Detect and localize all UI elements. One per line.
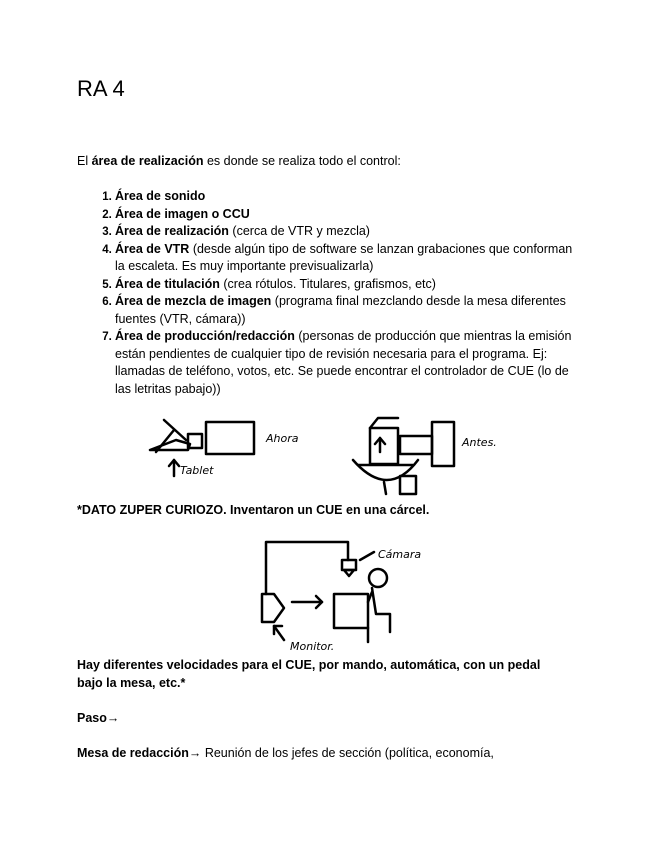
list-item-title: Área de sonido — [115, 189, 206, 203]
list-item-title: Área de producción/redacción — [115, 329, 295, 343]
list-item-text: (desde algún tipo de software se lanzan grabaciones que conforman la escaleta. Es muy importante previsualizarla) — [115, 241, 573, 273]
list-item — [115, 223, 585, 241]
sketch-prison-cue — [222, 532, 442, 654]
list-item-text: (cerca de VTR y mezcla) — [228, 224, 370, 238]
list-item — [115, 188, 585, 206]
list-item-title: Área de imagen o CCU — [115, 206, 250, 221]
list-item-title: Área de realización — [115, 224, 229, 238]
velocities-paragraph: Hay diferentes velocidades para el CUE, por mando, automática, con un pedal bajo la mesa, etc.* — [77, 658, 541, 690]
intro-bold: área de realización — [91, 154, 204, 168]
areas-list — [77, 188, 585, 398]
curious-fact: *DATO ZUPER CURIOZO. Inventaron un CUE en una cárcel. — [77, 503, 430, 517]
list-item-text: (crea rótulos. Titulares, grafismos, etc) — [219, 276, 436, 291]
list-item — [115, 293, 585, 328]
list-item-text: (programa final mezclando desde la mesa diferentes fuentes (VTR, cámara)) — [115, 294, 566, 326]
sketch-label-tablet: Tablet — [180, 464, 214, 477]
sketch-label-ahora: Ahora — [266, 432, 299, 445]
list-item — [115, 241, 585, 276]
intro-paragraph — [77, 153, 567, 171]
sketch-tablet-vs-old-console — [148, 410, 508, 502]
mesa-text: Reunión de los jefes de sección (política, economía, — [201, 746, 494, 760]
sketch-label-camara: Cámara — [378, 548, 422, 561]
list-item-title: Área de VTR — [115, 241, 190, 256]
list-item — [115, 328, 585, 398]
paso-heading: Paso→ — [77, 711, 120, 725]
list-item-text: (personas de producción que mientras la emisión están pendientes de cualquier tipo de revisión necesaria para el programa. Ej: llamadas de teléfono, votos, etc. Se puede encontrar el controlador de CUE (lo de las letritas pabajo)) — [115, 329, 572, 396]
list-item — [115, 206, 585, 224]
list-item-title: Área de titulación — [115, 276, 220, 291]
sketch-label-monitor: Monitor. — [290, 640, 335, 653]
list-item — [115, 276, 585, 294]
list-item-title: Área de mezcla de imagen — [115, 294, 272, 308]
mesa-bold: Mesa de redacción→ — [77, 746, 202, 760]
intro-rest: es donde se realiza todo el control: — [203, 154, 401, 168]
mesa-redaccion-paragraph — [77, 745, 567, 763]
page-title: RA 4 — [77, 76, 125, 101]
intro-prefix: El — [77, 154, 92, 168]
sketch-label-antes: Antes. — [462, 436, 497, 449]
